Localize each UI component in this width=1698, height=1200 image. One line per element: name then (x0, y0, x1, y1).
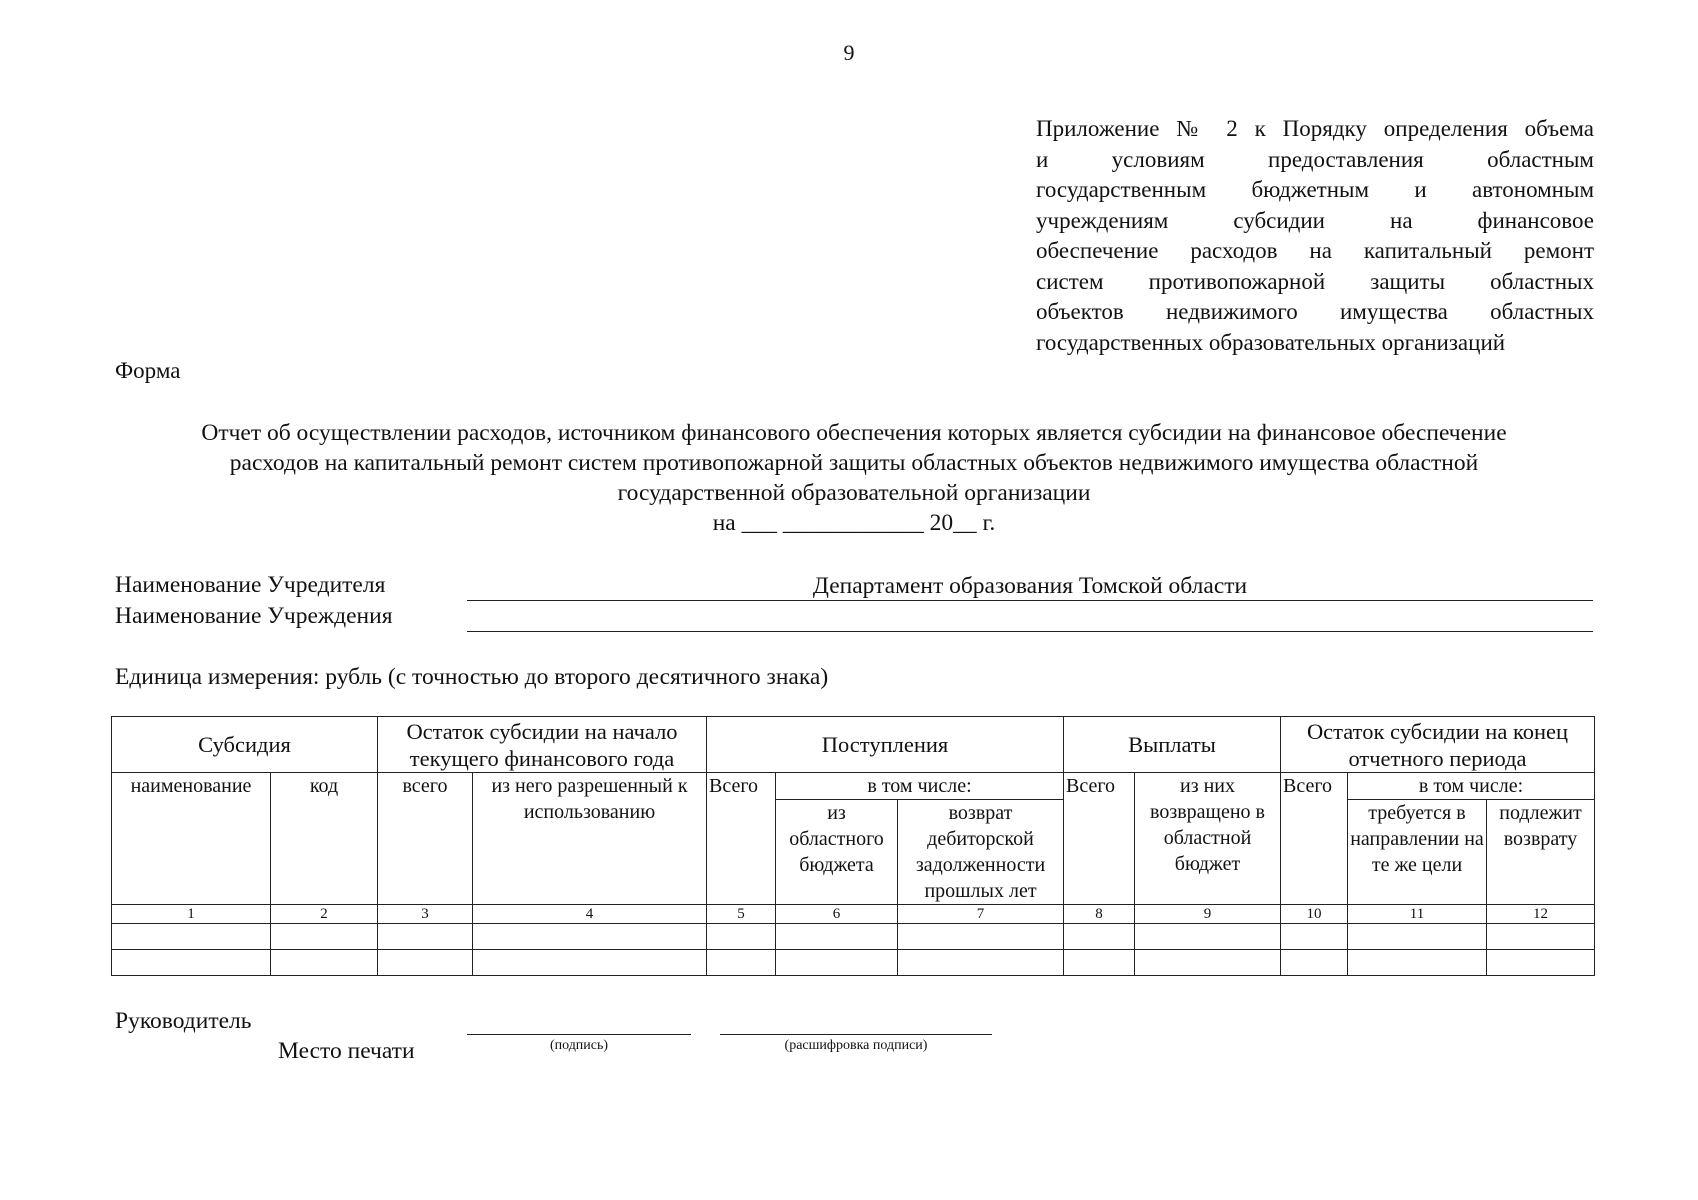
table-cell[interactable] (1064, 950, 1135, 976)
signature-decode-line[interactable] (720, 1034, 992, 1035)
report-title (110, 418, 1598, 538)
col-same-purpose: требуется в направлении на те же цели (1348, 800, 1487, 905)
appendix-line: учреждениям субсидии на финансовое (1036, 207, 1594, 233)
column-number-row (112, 905, 1595, 924)
table-cell[interactable] (776, 924, 898, 950)
table-cell[interactable] (271, 924, 378, 950)
col-allowed: из него разрешенный к использованию (473, 773, 707, 905)
group-balance-end: Остаток субсидии на конец отчетного периода (1281, 717, 1595, 773)
appendix-line: Приложение № 2 к Порядку определения объема (1036, 116, 1594, 141)
table-cell[interactable] (1281, 950, 1348, 976)
table-cell[interactable] (898, 924, 1064, 950)
col-regional-budget: из областного бюджета (776, 800, 898, 905)
col-number: 2 (271, 905, 378, 924)
table-cell[interactable] (707, 924, 776, 950)
report-table (111, 716, 1595, 976)
signature-caption: (подпись) (549, 1038, 609, 1053)
col-payments-total: Всего (1064, 773, 1135, 905)
form-label: Форма (115, 358, 181, 383)
page-number: 9 (843, 40, 855, 65)
group-receipts: Поступления (707, 717, 1064, 773)
col-number: 11 (1348, 905, 1487, 924)
title-line: расходов на капитальный ремонт систем противопожарной защиты областных объектов недвижимого имущества областной (229, 450, 1479, 476)
table-cell[interactable] (1135, 950, 1281, 976)
table-row (112, 950, 1595, 976)
table-cell[interactable] (1487, 950, 1595, 976)
col-name: наименование (112, 773, 271, 905)
col-debt-return: возврат дебиторской задолженности прошлых лет (898, 800, 1064, 905)
appendix-note (1036, 114, 1594, 358)
appendix-line: обеспечение расходов на капитальный ремонт (1036, 238, 1594, 263)
col-total: всего (378, 773, 473, 905)
col-number: 5 (707, 905, 776, 924)
col-receipts-including: в том числе: (776, 773, 1064, 800)
unit-of-measure: Единица измерения: рубль (с точностью до второго десятичного знака) (115, 664, 829, 690)
col-number: 1 (112, 905, 271, 924)
stamp-place-label: Место печати (278, 1038, 415, 1064)
table-cell[interactable] (707, 950, 776, 976)
col-receipts-total: Всего (707, 773, 776, 905)
table-cell[interactable] (473, 950, 707, 976)
table-cell[interactable] (898, 950, 1064, 976)
table-row (112, 924, 1595, 950)
signature-decode-caption: (расшифровка подписи) (784, 1038, 928, 1053)
appendix-line: государственным бюджетным и автономным (1036, 177, 1594, 202)
table-cell[interactable] (1348, 924, 1487, 950)
institution-value (467, 603, 1593, 632)
table-cell[interactable] (112, 950, 271, 976)
report-date-line: на ___ ____________ 20__ г. (712, 510, 996, 536)
group-header-row (112, 717, 1595, 773)
table-cell[interactable] (378, 924, 473, 950)
signature-head-label: Руководитель (115, 1008, 252, 1034)
table-cell[interactable] (1064, 924, 1135, 950)
col-code: код (271, 773, 378, 905)
column-header-row (112, 773, 1595, 800)
title-line: государственной образовательной организации (617, 480, 1091, 506)
col-balance-including: в том числе: (1348, 773, 1595, 800)
group-balance-start: Остаток субсидии на начало текущего финансового года (378, 717, 707, 773)
col-number: 10 (1281, 905, 1348, 924)
table-cell[interactable] (1135, 924, 1281, 950)
founder-label: Наименование Учредителя (115, 572, 386, 598)
appendix-line: государственных образовательных организаций (1036, 329, 1506, 355)
col-number: 3 (378, 905, 473, 924)
col-number: 9 (1135, 905, 1281, 924)
table-cell[interactable] (1348, 950, 1487, 976)
table-cell[interactable] (378, 950, 473, 976)
appendix-line: и условиям предоставления областным (1036, 146, 1594, 172)
col-number: 6 (776, 905, 898, 924)
founder-value: Департамент образования Томской области (467, 572, 1593, 601)
table-cell[interactable] (776, 950, 898, 976)
signature-line[interactable] (467, 1034, 691, 1035)
col-returned: из них возвращено в областной бюджет (1135, 773, 1281, 905)
appendix-line: систем противопожарной защиты областных (1036, 268, 1594, 294)
table-cell[interactable] (112, 924, 271, 950)
group-payments: Выплаты (1064, 717, 1281, 773)
table-cell[interactable] (1281, 924, 1348, 950)
table-cell[interactable] (1487, 924, 1595, 950)
group-subsidy: Субсидия (112, 717, 378, 773)
title-line: Отчет об осуществлении расходов, источником финансового обеспечения которых является субсидии на финансовое обеспечение (201, 420, 1507, 446)
col-number: 4 (473, 905, 707, 924)
table-cell[interactable] (473, 924, 707, 950)
col-balance-total: Всего (1281, 773, 1348, 905)
col-number: 8 (1064, 905, 1135, 924)
institution-label: Наименование Учреждения (115, 603, 393, 629)
col-number: 7 (898, 905, 1064, 924)
col-number: 12 (1487, 905, 1595, 924)
table-cell[interactable] (271, 950, 378, 976)
col-to-return: подлежит возврату (1487, 800, 1595, 905)
appendix-line: объектов недвижимого имущества областных (1036, 299, 1594, 324)
